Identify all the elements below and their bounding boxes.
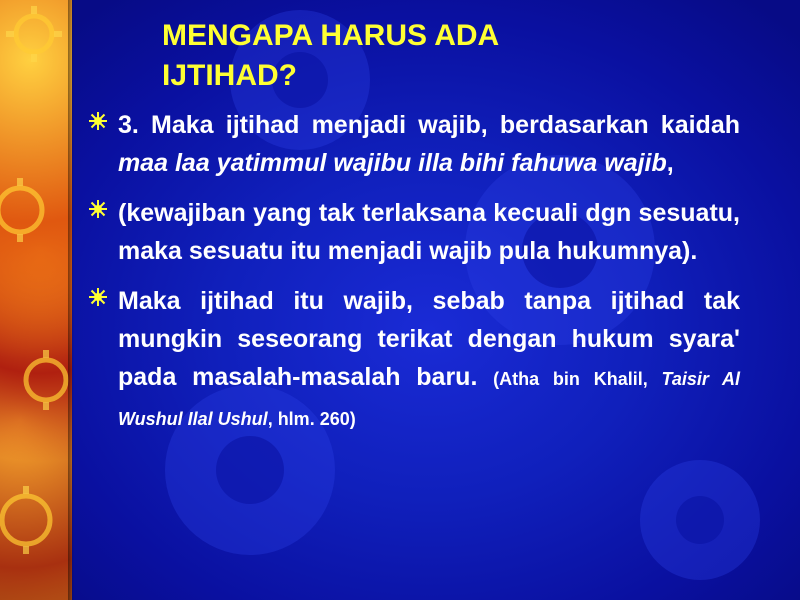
side-decoration-strip (0, 0, 72, 600)
bullet-list (88, 106, 740, 450)
bullet-text (118, 282, 740, 438)
title-line-2: IJTIHAD? (162, 59, 297, 92)
sunburst-bullet-icon (88, 287, 108, 307)
citation-page: , hlm. 260) (267, 409, 356, 429)
bullet-1-italic: maa laa yatimmul wajibu illa bihi fahuwa wajib (118, 149, 667, 177)
bullet-text (118, 106, 740, 182)
bullet-1-end: , (666, 149, 674, 177)
sunburst-bullet-icon (88, 111, 108, 131)
gear-icon (0, 0, 72, 600)
bullet-3-text: Maka ijtihad itu wajib, sebab tanpa ijtihad tak mungkin seseorang terikat dengan hukum syara' pada masalah-masalah baru. (118, 287, 740, 391)
list-item (88, 282, 740, 438)
bullet-2-text: (kewajiban yang tak terlaksana kecuali dgn sesuatu, maka sesuatu itu menjadi wajib pula hukumnya). (118, 199, 740, 265)
list-item (88, 106, 740, 182)
citation-author: (Atha bin Khalil, (493, 369, 662, 389)
list-item (88, 194, 740, 270)
title-line-1: MENGAPA HARUS ADA (162, 19, 500, 52)
slide-title (162, 16, 702, 96)
bullet-text (118, 194, 740, 270)
bullet-1-text: 3. Maka ijtihad menjadi wajib, berdasarkan kaidah (118, 111, 740, 139)
sunburst-bullet-icon (88, 199, 108, 219)
citation-book: Taisir Al Wushul Ilal Ushul (118, 369, 740, 429)
strip-shadow (68, 0, 74, 600)
